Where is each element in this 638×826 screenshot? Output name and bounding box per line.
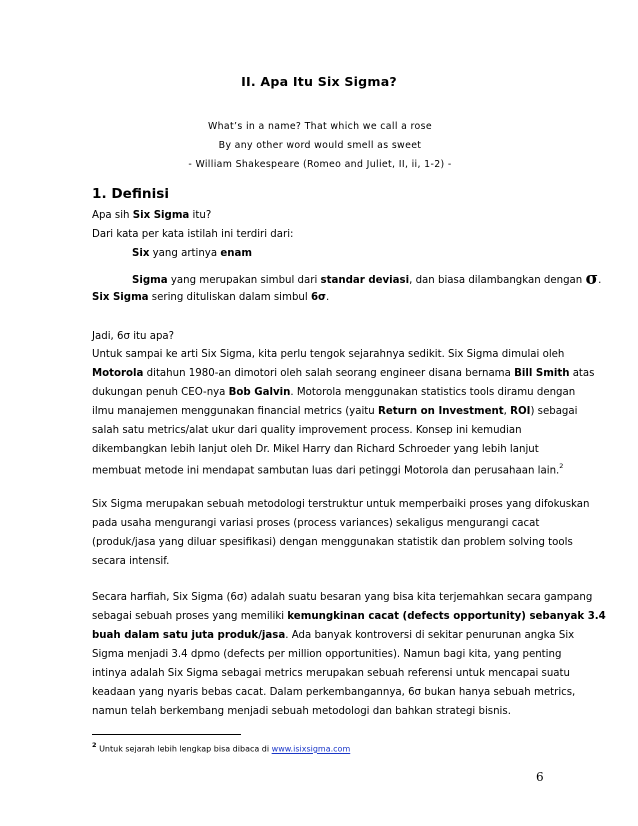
footnote-mark: 2 (92, 741, 97, 749)
para2-line-3: (produk/jasa yang diluar spesifikasi) dengan menggunakan statistik dan problem solving tools (92, 537, 573, 548)
para3-line-1: Secara harfiah, Six Sigma (6σ) adalah suatu besaran yang bisa kita terjemahkan secara gampang (92, 592, 593, 603)
para2-line-2: pada usaha mengurangi variasi proses (process variances) sekaligus mengurangi cacat (92, 518, 540, 529)
para3-line-3: buah dalam satu juta produk/jasa. Ada banyak kontroversi di sekitar penurunan angka Six (92, 630, 575, 641)
para3-line-2: sebagai sebuah proses yang memiliki kemungkinan cacat (defects opportunity) sebanyak 3.4 (92, 611, 606, 622)
para3-line-5: intinya adalah Six Sigma sebagai metrics merupakan sebuah referensi untuk mencapai suatu (92, 668, 570, 679)
para1-line-6: salah satu metrics/alat ukur dari quality improvement process. Konsep ini kemudian (92, 425, 522, 436)
para1-line-3: Motorola ditahun 1980-an dimotori oleh salah seorang engineer disana bernama Bill Smith atas (92, 368, 595, 379)
para2-line-1: Six Sigma merupakan sebuah metodologi terstruktur untuk memperbaiki proses yang difokuskan (92, 499, 590, 510)
para3-line-7: namun telah berkembang menjadi sebuah metodologi dan bahkan strategi bisnis. (92, 706, 511, 717)
para1-line-4: dukungan penuh CEO-nya Bob Galvin. Motorola menggunakan statistics tools diramu dengan (92, 387, 576, 398)
definition-six: Six yang artinya enam (132, 248, 252, 259)
para3-line-6: keadaan yang nyaris bebas cacat. Dalam perkembangannya, 6σ bukan hanya sebuah metrics, (92, 687, 576, 698)
para1-line-1: Jadi, 6σ itu apa? (92, 331, 175, 342)
quote-line-2: By any other word would smell as sweet (218, 140, 422, 151)
footnote: $^2$ Untuk sejarah lebih lengkap bisa dibaca di www.isixsigma.com (92, 741, 351, 754)
para1-line-5: ilmu manajemen menggunakan financial metrics (yaitu Return on Investment, ROI) sebagai (92, 406, 578, 417)
sigma-symbol: σ (585, 269, 599, 289)
para1-line-8: membuat metode ini mendapat sambutan luas dari petinggi Motorola dan perusahaan lain.$^2$ (92, 462, 564, 477)
para1-line-7: dikembangkan lebih lanjut oleh Dr. Mikel Harry dan Richard Schroeder yang lebih lanjut (92, 444, 539, 455)
quote-line-1: What’s in a name? That which we call a rose (208, 121, 432, 132)
para2-line-4: secara intensif. (92, 556, 170, 567)
para3-line-4: Sigma menjadi 3.4 dpmo (defects per million opportunities). Namun bagi kita, yang penting (92, 649, 562, 660)
footnote-divider (92, 734, 241, 735)
intro-line-1: Apa sih Six Sigma itu? (92, 210, 212, 221)
page-number: 6 (536, 770, 544, 784)
quote-attribution: - William Shakespeare (Romeo and Juliet, II, ii, 1-2) - (188, 159, 452, 170)
intro-line-5: Six Sigma sering dituliskan dalam simbul 6σ. (92, 292, 330, 303)
intro-line-2: Dari kata per kata istilah ini terdiri dari: (92, 229, 294, 240)
footnote-reference: 2 (559, 462, 564, 470)
chapter-title: II. Apa Itu Six Sigma? (241, 74, 397, 89)
section-heading: 1. Definisi (92, 186, 170, 202)
para1-line-2: Untuk sampai ke arti Six Sigma, kita perlu tengok sejarahnya sedikit. Six Sigma dimulai oleh (92, 349, 565, 360)
footnote-link[interactable]: www.isixsigma.com (271, 744, 351, 754)
definition-sigma: Sigma yang merupakan simbul dari standar deviasi, dan biasa dilambangkan dengan σ. (132, 269, 602, 289)
